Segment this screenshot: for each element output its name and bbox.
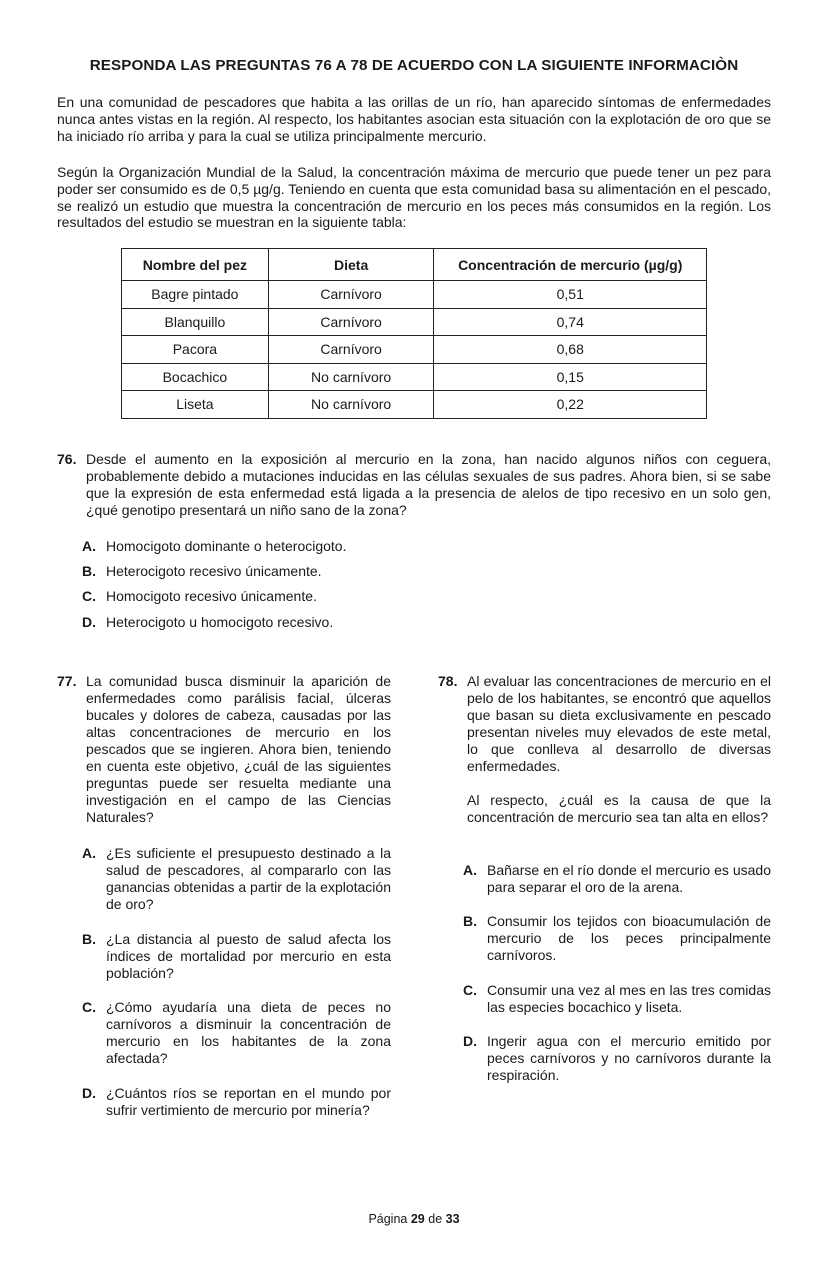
question-number: 76. — [57, 451, 77, 467]
cell-mercury: 0,15 — [434, 363, 707, 391]
cell-diet: Carnívoro — [268, 281, 434, 309]
option-letter: A. — [82, 538, 96, 554]
question-stem: Al evaluar las concentraciones de mercurio en el pelo de los habitantes, se encontró que aquellos que basan su dieta exclusivamente en pescado presentan niveles muy elevados de este metal, lo que conlleva al desarrollo de diversas enfermedades. — [467, 673, 771, 774]
option-76-c[interactable] — [82, 588, 582, 605]
option-letter: C. — [82, 588, 96, 604]
page-footer — [0, 1212, 828, 1226]
option-text: Homocigoto dominante o heterocigoto. — [106, 538, 347, 554]
cell-fish-name: Pacora — [122, 336, 269, 364]
option-76-d[interactable] — [82, 614, 582, 631]
option-letter: D. — [82, 614, 96, 630]
option-text: Homocigoto recesivo únicamente. — [106, 588, 317, 604]
cell-fish-name: Bagre pintado — [122, 281, 269, 309]
option-text: ¿Cómo ayudaría una dieta de peces no carnívoros a disminuir la concentración de mercurio en los habitantes de la zona afectada? — [106, 999, 391, 1066]
option-text: Heterocigoto u homocigoto recesivo. — [106, 614, 334, 630]
question-stem: La comunidad busca disminuir la aparición de enfermedades como parálisis facial, úlceras bucales y dolores de cabeza, causadas por las altas concentraciones de mercurio en los pescados que se ingieren. Ahora bien, teniendo en cuenta este objetivo, ¿cuál de las siguientes preguntas puede ser resuelta mediante una investigación en el campo de las Ciencias Naturales? — [86, 673, 391, 825]
option-letter: B. — [463, 913, 477, 929]
cell-diet: No carnívoro — [268, 391, 434, 419]
option-letter: C. — [463, 982, 477, 998]
option-text: Ingerir agua con el mercurio emitido por peces carnívoros y no carnívoros durante la respiración. — [487, 1033, 771, 1083]
question-stem: Desde el aumento en la exposición al mercurio en la zona, han nacido algunos niños con ceguera, probablemente debido a mutaciones inducidas en las células sexuales de sus padres. Ahora bien, si se sabe que la expresión de esta enfermedad está ligada a la presencia de alelos de tipo recesivo en un solo gen, ¿qué genotipo presentará un niño sano de la zona? — [86, 451, 771, 518]
column-header-fish-name: Nombre del pez — [122, 249, 269, 281]
current-page-number: 29 — [410, 1212, 425, 1226]
question-77 — [57, 673, 391, 826]
cell-fish-name: Liseta — [122, 391, 269, 419]
option-text: ¿Cuántos ríos se reportan en el mundo por sufrir vertimiento de mercurio por minería? — [106, 1085, 391, 1118]
column-header-diet: Dieta — [268, 249, 434, 281]
column-header-mercury: Concentración de mercurio (µg/g) — [434, 249, 707, 281]
table-header-row — [122, 249, 707, 281]
option-77-c[interactable] — [82, 999, 391, 1067]
cell-mercury: 0,68 — [434, 336, 707, 364]
option-text: Bañarse en el río donde el mercurio es usado para separar el oro de la arena. — [487, 862, 771, 895]
page-separator: de — [428, 1212, 443, 1226]
option-text: ¿Es suficiente el presupuesto destinado a la salud de pescadores, al compararlo con las ganancias obtenidas a partir de la explotación de oro? — [106, 845, 391, 912]
option-text: Heterocigoto recesivo únicamente. — [106, 563, 322, 579]
option-letter: D. — [463, 1033, 477, 1049]
table-row — [122, 363, 707, 391]
option-77-d[interactable] — [82, 1085, 391, 1119]
option-76-b[interactable] — [82, 563, 582, 580]
mercury-table — [121, 248, 707, 419]
option-77-a[interactable] — [82, 845, 391, 913]
table-row — [122, 281, 707, 309]
total-pages-number: 33 — [445, 1212, 460, 1226]
cell-fish-name: Bocachico — [122, 363, 269, 391]
option-letter: A. — [463, 862, 477, 878]
table-row — [122, 308, 707, 336]
question-number: 77. — [57, 673, 77, 689]
question-stem-2: Al respecto, ¿cuál es la causa de que la concentración de mercurio sea tan alta en ellos? — [467, 792, 771, 825]
option-text: Consumir los tejidos con bioacumulación de mercurio de los peces principalmente carnívoros. — [487, 913, 771, 963]
option-78-c[interactable] — [463, 982, 771, 1016]
option-78-a[interactable] — [463, 862, 771, 896]
option-77-b[interactable] — [82, 931, 391, 982]
option-text: ¿La distancia al puesto de salud afecta los índices de mortalidad por mercurio en esta población? — [106, 931, 391, 981]
context-paragraph-1: En una comunidad de pescadores que habita a las orillas de un río, han aparecido síntomas de enfermedades nunca antes vistas en la región. Al respecto, los habitantes asocian esta situación con la explotación de oro que se ha iniciado río arriba y para la cual se utiliza principalmente mercurio. — [57, 94, 771, 144]
page-label: Página — [368, 1212, 408, 1226]
context-paragraph-2: Según la Organización Mundial de la Salud, la concentración máxima de mercurio que puede tener un pez para poder ser consumido es de 0,5 µg/g. Teniendo en cuenta que esta comunidad basa su alimentación en el pescado, se realizó un estudio que muestra la concentración de mercurio en los peces más consumidos en la región. Los resultados del estudio se muestran en la siguiente tabla: — [57, 164, 771, 231]
cell-fish-name: Blanquillo — [122, 308, 269, 336]
cell-diet: No carnívoro — [268, 363, 434, 391]
option-76-a[interactable] — [82, 538, 582, 555]
question-76 — [57, 451, 771, 519]
question-number: 78. — [438, 673, 458, 689]
option-text: Consumir una vez al mes en las tres comidas las especies bocachico y liseta. — [487, 982, 771, 1015]
cell-diet: Carnívoro — [268, 336, 434, 364]
section-title: RESPONDA LAS PREGUNTAS 76 A 78 DE ACUERDO CON LA SIGUIENTE INFORMACIÒN — [89, 57, 739, 74]
cell-mercury: 0,22 — [434, 391, 707, 419]
option-letter: C. — [82, 999, 96, 1015]
option-letter: D. — [82, 1085, 96, 1101]
option-78-b[interactable] — [463, 913, 771, 964]
table-row — [122, 336, 707, 364]
option-letter: B. — [82, 563, 96, 579]
table-row — [122, 391, 707, 419]
question-78 — [438, 673, 771, 826]
option-letter: B. — [82, 931, 96, 947]
cell-mercury: 0,51 — [434, 281, 707, 309]
option-letter: A. — [82, 845, 96, 861]
option-78-d[interactable] — [463, 1033, 771, 1084]
cell-mercury: 0,74 — [434, 308, 707, 336]
cell-diet: Carnívoro — [268, 308, 434, 336]
